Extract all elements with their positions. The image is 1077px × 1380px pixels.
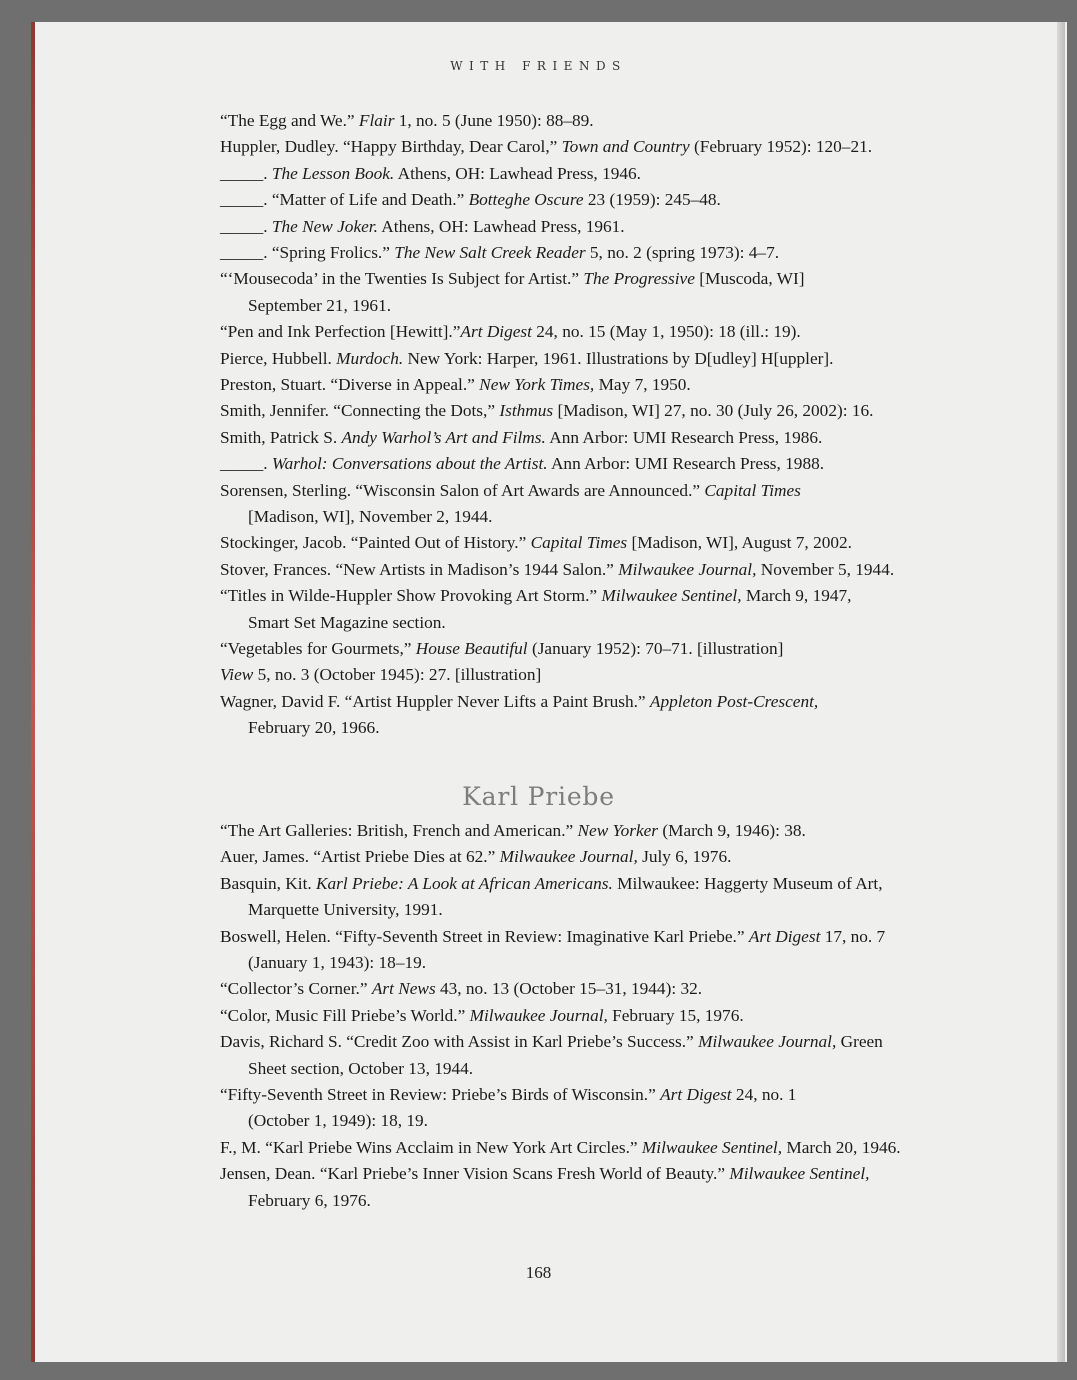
bibliography-entry (220, 1029, 920, 1082)
entry-text: _____. “Matter of Life and Death.” (220, 190, 469, 210)
entry-text: _____. (220, 454, 272, 474)
entry-continuation: February 6, 1976. (248, 1190, 371, 1210)
entry-text: Stockinger, Jacob. “Painted Out of History.” (220, 533, 531, 553)
bibliography-entry (220, 557, 920, 583)
entry-italic-title: Milwaukee Journal, (469, 1005, 608, 1025)
entry-italic-title: Karl Priebe: A Look at African Americans. (316, 873, 613, 893)
entry-text: Wagner, David F. “Artist Huppler Never Lifts a Paint Brush.” (220, 691, 650, 711)
entry-text: “Vegetables for Gourmets,” (220, 639, 416, 658)
entry-text: 24, no. 1 (731, 1085, 797, 1104)
bibliography-entry (220, 1082, 920, 1135)
entry-text: Smith, Jennifer. “Connecting the Dots,” (220, 401, 500, 421)
entry-text: 23 (1959): 245–48. (583, 190, 721, 210)
entry-italic-title: New York Times, (479, 375, 595, 394)
entry-text: _____. “Spring Frolics.” (220, 243, 395, 262)
entry-italic-title: Art News (371, 979, 436, 999)
bibliography-entry (220, 187, 920, 213)
entry-text: 17, no. 7 (820, 926, 886, 946)
bibliography-entry (220, 1135, 920, 1161)
entry-text: Huppler, Dudley. “Happy Birthday, Dear Carol,” (220, 137, 562, 157)
entry-text: Athens, OH: Lawhead Press, 1961. (377, 216, 625, 236)
entry-text: February 15, 1976. (607, 1005, 744, 1025)
bibliography-entry (220, 1161, 920, 1214)
entry-italic-title: The New Salt Creek Reader (394, 243, 586, 262)
entry-text: 24, no. 15 (May 1, 1950): 18 (ill.: 19). (531, 322, 801, 342)
bibliography-entry (220, 214, 920, 240)
entry-italic-title: Milwaukee Journal, (698, 1032, 837, 1052)
entry-text: F., M. “Karl Priebe Wins Acclaim in New York Art Circles.” (220, 1137, 642, 1157)
entry-text: “The Art Galleries: British, French and American.” (220, 821, 578, 840)
entry-continuation: (January 1, 1943): 18–19. (248, 953, 427, 972)
entry-text: March 9, 1947, (741, 586, 852, 606)
bibliography-entry (220, 976, 920, 1002)
entry-italic-title: The Progressive (583, 269, 695, 289)
bibliography-entry (220, 240, 920, 266)
entry-text: (January 1952): 70–71. [illustration] (527, 639, 784, 658)
entry-text: [Madison, WI], August 7, 2002. (627, 533, 852, 553)
entry-italic-title: Milwaukee Journal, (618, 559, 757, 579)
page-number: 168 (525, 1263, 552, 1282)
bibliography-entry (220, 530, 920, 556)
entry-text: “Collector’s Corner.” (220, 979, 372, 999)
entry-text: Green (836, 1032, 883, 1052)
entry-text: Auer, James. “Artist Priebe Dies at 62.” (220, 847, 500, 867)
entry-continuation: Marquette University, 1991. (248, 900, 443, 920)
bibliography-entry (220, 636, 920, 662)
entry-text: Basquin, Kit. (220, 873, 317, 893)
entry-continuation: [Madison, WI], November 2, 1944. (248, 507, 493, 526)
entry-italic-title: Murdoch. (336, 348, 404, 368)
bibliography-entry (220, 108, 920, 134)
bibliography-entry (220, 924, 920, 977)
section-heading: Karl Priebe (462, 782, 615, 811)
bibliography-entry (220, 583, 920, 636)
entry-text: “The Egg and We.” (220, 111, 359, 130)
entry-text: May 7, 1950. (594, 375, 691, 394)
entry-text: [Madison, WI] 27, no. 30 (July 26, 2002): 16. (553, 401, 874, 421)
entry-italic-title: Milwaukee Journal, (499, 847, 638, 867)
entry-italic-title: Milwaukee Sentinel, (601, 586, 742, 606)
entry-text: Preston, Stuart. “Diverse in Appeal.” (220, 375, 480, 394)
page-fore-edge (1057, 22, 1065, 1362)
entry-text: Ann Arbor: UMI Research Press, 1988. (547, 454, 825, 474)
entry-italic-title: New Yorker (577, 821, 659, 840)
entry-italic-title: Appleton Post-Crescent, (649, 691, 819, 711)
entry-text: November 5, 1944. (756, 559, 895, 579)
bibliography-entry (220, 818, 920, 844)
bibliography-entry (220, 346, 920, 372)
bibliography-entry (220, 161, 920, 187)
entry-text: New York: Harper, 1961. Illustrations by D[udley] H[uppler]. (403, 348, 834, 368)
entry-text: “‘Mousecoda’ in the Twenties Is Subject for Artist.” (220, 269, 584, 289)
entry-text: _____. (220, 216, 272, 236)
page-spine-edge (31, 22, 35, 1362)
entry-italic-title: Flair (358, 111, 395, 130)
entry-text: Ann Arbor: UMI Research Press, 1986. (545, 427, 823, 447)
entry-italic-title: Milwaukee Sentinel, (641, 1137, 783, 1157)
bibliography-entry (220, 1003, 920, 1029)
entry-text: “Pen and Ink Perfection [Hewitt].” (220, 322, 461, 342)
bibliography-entry (220, 266, 920, 319)
entry-italic-title: The New Joker. (271, 216, 378, 236)
entry-text: March 20, 1946. (782, 1137, 901, 1157)
entry-text: [Muscoda, WI] (694, 269, 805, 289)
entry-italic-title: View (220, 665, 254, 685)
bibliography-entry (220, 372, 920, 398)
entry-text: July 6, 1976. (637, 847, 732, 867)
entry-text: “Titles in Wilde-Huppler Show Provoking Art Storm.” (220, 586, 602, 606)
bibliography-entry (220, 844, 920, 870)
entry-italic-title: Capital Times (530, 533, 628, 553)
entry-italic-title: Milwaukee Sentinel, (729, 1164, 870, 1184)
entry-text: 43, no. 13 (October 15–31, 1944): 32. (435, 979, 703, 999)
entry-text: _____. (220, 163, 272, 183)
entry-text: (February 1952): 120–21. (689, 137, 873, 157)
bibliography-entry (220, 425, 920, 451)
entry-text: Smith, Patrick S. (220, 427, 342, 447)
entry-italic-title: Warhol: Conversations about the Artist. (271, 454, 548, 474)
entry-italic-title: Art Digest (748, 926, 821, 946)
entry-continuation: February 20, 1966. (248, 718, 380, 738)
bibliography-entry (220, 451, 920, 477)
entry-continuation: Smart Set Magazine section. (248, 612, 446, 632)
entry-text: Milwaukee: Haggerty Museum of Art, (612, 873, 883, 893)
entry-italic-title: Art Digest (660, 1085, 732, 1104)
entry-italic-title: Botteghe Oscure (468, 190, 584, 210)
bibliography-entry (220, 662, 920, 688)
entry-italic-title: Town and Country (561, 137, 690, 157)
entry-text: Sorensen, Sterling. “Wisconsin Salon of Art Awards are Announced.” (220, 480, 705, 500)
entry-continuation: (October 1, 1949): 18, 19. (248, 1111, 428, 1131)
entry-italic-title: The Lesson Book. (271, 163, 395, 183)
entry-continuation: Sheet section, October 13, 1944. (248, 1058, 474, 1078)
entry-italic-title: Isthmus (499, 401, 554, 421)
entry-text: Stover, Frances. “New Artists in Madison’s 1944 Salon.” (220, 559, 619, 579)
entry-italic-title: House Beautiful (415, 639, 528, 658)
entry-text: Boswell, Helen. “Fifty-Seventh Street in Review: Imaginative Karl Priebe.” (220, 926, 749, 946)
entry-text: 5, no. 2 (spring 1973): 4–7. (585, 243, 780, 262)
entry-continuation: September 21, 1961. (248, 295, 392, 315)
running-head: WITH FRIENDS (450, 59, 627, 73)
bibliography-entry (220, 319, 920, 345)
entry-text: Athens, OH: Lawhead Press, 1946. (394, 163, 641, 183)
bibliography-entry (220, 871, 920, 924)
entry-text: “Color, Music Fill Priebe’s World.” (220, 1005, 470, 1025)
entry-text: (March 9, 1946): 38. (658, 821, 806, 840)
entry-text: Davis, Richard S. “Credit Zoo with Assist in Karl Priebe’s Success.” (220, 1032, 699, 1052)
entry-italic-title: Art Digest (460, 322, 532, 342)
bibliography-entry (220, 134, 920, 160)
bibliography-entry (220, 478, 920, 531)
bibliography-entry (220, 398, 920, 424)
entry-italic-title: Andy Warhol’s Art and Films. (341, 427, 546, 447)
entry-text: Jensen, Dean. “Karl Priebe’s Inner Vision Scans Fresh World of Beauty.” (220, 1164, 730, 1184)
entry-text: 5, no. 3 (October 1945): 27. [illustration] (253, 665, 542, 685)
entry-italic-title: Capital Times (704, 480, 801, 500)
bibliography-entry (220, 689, 920, 742)
entry-text: 1, no. 5 (June 1950): 88–89. (394, 111, 594, 130)
entry-text: Pierce, Hubbell. (220, 348, 337, 368)
entry-text: “Fifty-Seventh Street in Review: Priebe’s Birds of Wisconsin.” (220, 1085, 661, 1104)
